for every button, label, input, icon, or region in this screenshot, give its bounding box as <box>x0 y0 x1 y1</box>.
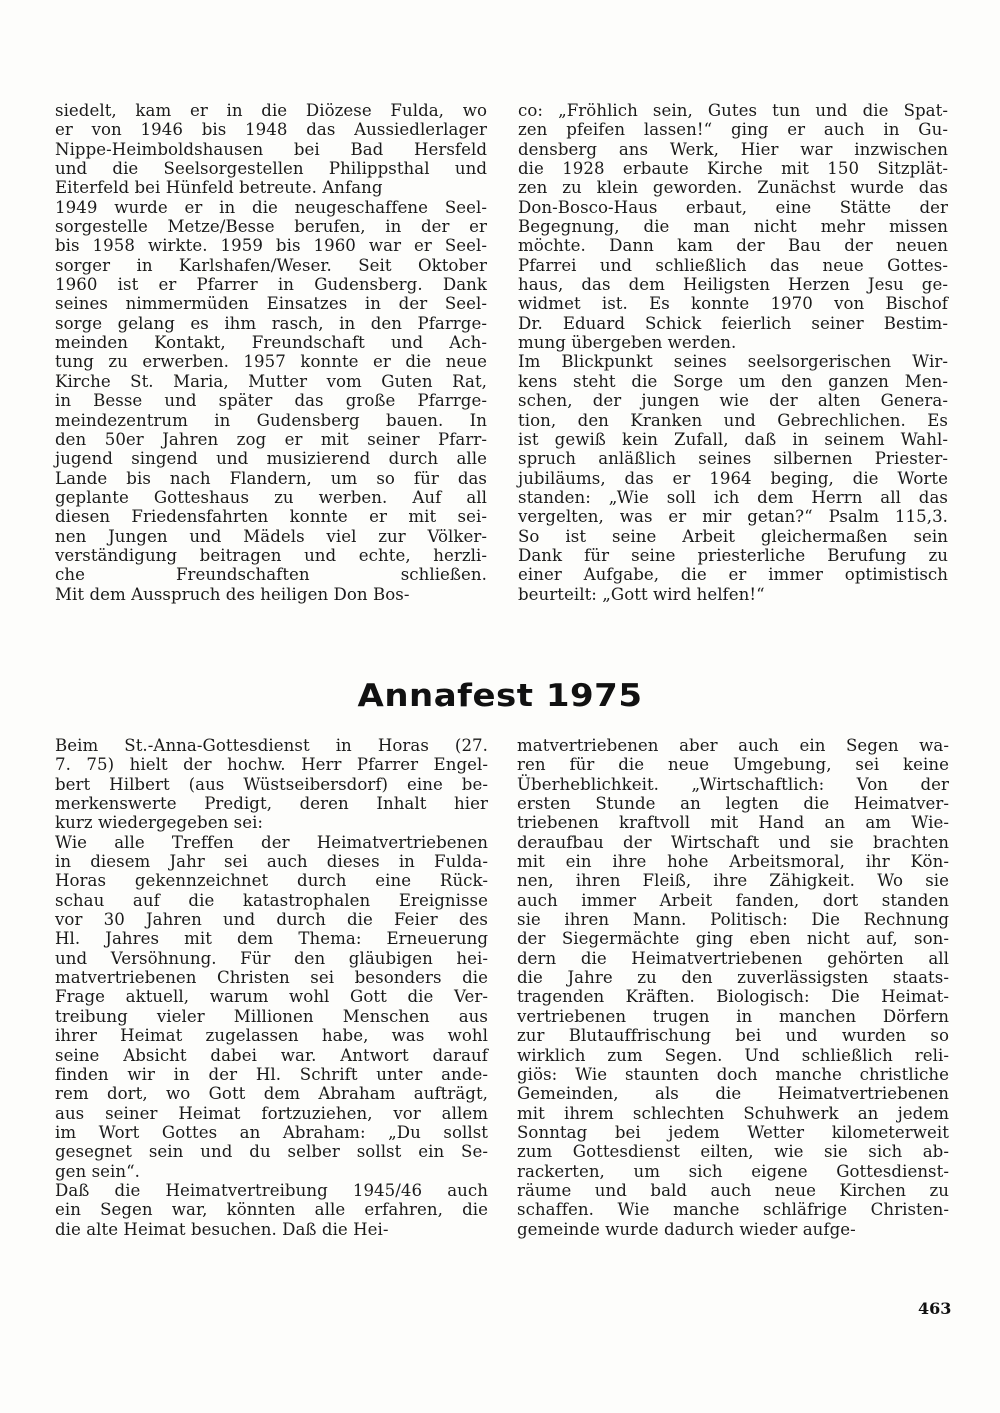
text-line: meinden Kontakt, Freundschaft und Ach- <box>55 333 487 353</box>
text-line: schaffen. Wie manche schläfrige Christen- <box>517 1200 949 1220</box>
text-line: wirklich zum Segen. Und schließlich reli- <box>517 1045 949 1065</box>
text-line: der Siegermächte ging eben nicht auf, son- <box>517 929 949 949</box>
text-line: sie ihren Mann. Politisch: Die Rechnung <box>517 910 949 930</box>
text-line: Eiterfeld bei Hünfeld betreute. Anfang <box>55 178 383 198</box>
text-line: mit ein ihre hohe Arbeitsmoral, ihr Kön- <box>517 852 949 872</box>
text-line: und die Seelsorgestellen Philippsthal und <box>55 159 487 179</box>
text-line: meindezentrum in Gudensberg bauen. In <box>55 410 487 430</box>
text-line: zum Gottesdienst eilten, wie sie sich ab- <box>517 1142 949 1162</box>
text-line: Dank für seine priesterliche Berufung zu <box>518 545 948 565</box>
text-line: Hl. Jahres mit dem Thema: Erneuerung <box>55 929 488 949</box>
page-number: 463 <box>918 1299 952 1318</box>
text-line: rackerten, um sich eigene Gottesdienst- <box>517 1161 949 1181</box>
text-line: 1949 wurde er in die neugeschaffene Seel- <box>55 197 487 217</box>
text-line: ersten Stunde an legten die Heimatver- <box>517 794 949 814</box>
text-line: schau auf die katastrophalen Ereignisse <box>55 890 488 910</box>
text-line: diesen Friedensfahrten konnte er mit sei- <box>55 507 487 527</box>
text-line: sorger in Karlshafen/Weser. Seit Oktober <box>55 255 487 275</box>
text-line: Horas gekennzeichnet durch eine Rück- <box>55 871 488 891</box>
text-line: jubiläums, das er 1964 beging, die Worte <box>518 468 948 488</box>
continued-article-right-column <box>518 101 948 604</box>
text-line: triebenen kraftvoll mit Hand an am Wie- <box>517 813 949 833</box>
article-right-column <box>517 736 949 1239</box>
text-line: standen: „Wie soll ich dem Herrn all das <box>518 487 948 507</box>
text-line: Frage aktuell, warum wohl Gott die Ver- <box>55 987 488 1007</box>
text-line: merkenswerte Predigt, deren Inhalt hier <box>55 794 488 814</box>
text-line: tion, den Kranken und Gebrechlichen. Es <box>518 410 948 430</box>
text-line: matvertriebenen Christen sei besonders die <box>55 968 488 988</box>
text-line: ihrer Heimat zugelassen habe, was wohl <box>55 1026 488 1046</box>
text-line: kurz wiedergegeben sei: <box>55 813 264 833</box>
text-line: treibung vieler Millionen Menschen aus <box>55 1006 488 1026</box>
text-line: in diesem Jahr sei auch dieses in Fulda- <box>55 852 488 872</box>
text-line: seine Absicht dabei war. Antwort darauf <box>55 1045 488 1065</box>
text-line: räume und bald auch neue Kirchen zu <box>517 1180 949 1200</box>
text-line: die alte Heimat besuchen. Daß die Hei- <box>55 1219 389 1239</box>
text-line: verständigung beitragen und echte, herzli- <box>55 545 487 565</box>
article-heading: Annafest 1975 <box>357 677 643 715</box>
text-line: tragenden Kräften. Biologisch: Die Heimat- <box>517 987 949 1007</box>
text-line: im Wort Gottes an Abraham: „Du sollst <box>55 1122 488 1142</box>
text-line: rem dort, wo Gott dem Abraham aufträgt, <box>55 1084 488 1104</box>
text-line: Kirche St. Maria, Mutter vom Guten Rat, <box>55 371 487 391</box>
text-line: und Versöhnung. Für den gläubigen hei- <box>55 948 488 968</box>
text-line: zen pfeifen lassen!“ ging er auch in Gu- <box>518 120 948 140</box>
text-line: ein Segen war, könnten alle erfahren, die <box>55 1200 488 1220</box>
text-line: geplante Gotteshaus zu werben. Auf all <box>55 487 487 507</box>
text-line: zur Blutauffrischung bei und wurden so <box>517 1026 949 1046</box>
text-line: vertriebenen trugen in manchen Dörfern <box>517 1006 949 1026</box>
text-line: zen zu klein geworden. Zunächst wurde das <box>518 178 948 198</box>
text-line: in Besse und später das große Pfarrge- <box>55 391 487 411</box>
text-line: Begegnung, die man nicht mehr missen <box>518 217 948 237</box>
text-line: Lande bis nach Flandern, um so für das <box>55 468 487 488</box>
text-line: Wie alle Treffen der Heimatvertriebenen <box>55 832 488 852</box>
text-line: ist gewiß kein Zufall, daß in seinem Wahl- <box>518 429 948 449</box>
text-line: die 1928 erbaute Kirche mit 150 Sitzplät- <box>518 159 948 179</box>
text-line: vor 30 Jahren und durch die Feier des <box>55 910 488 930</box>
text-line: kens steht die Sorge um den ganzen Men- <box>518 371 948 391</box>
text-line: Beim St.-Anna-Gottesdienst in Horas (27. <box>55 736 488 755</box>
text-line: gemeinde wurde dadurch wieder aufge- <box>517 1219 856 1239</box>
text-line: Nippe-Heimboldshausen bei Bad Hersfeld <box>55 139 487 159</box>
text-line: 7. 75) hielt der hochw. Herr Pfarrer Engel- <box>55 755 488 775</box>
text-line: spruch anläßlich seines silbernen Priester- <box>518 449 948 469</box>
text-line: matvertriebenen aber auch ein Segen wa- <box>517 736 949 755</box>
text-line: aus seiner Heimat fortzuziehen, vor allem <box>55 1103 488 1123</box>
text-line: giös: Wie staunten doch manche christliche <box>517 1064 949 1084</box>
text-line: Don-Bosco-Haus erbaut, eine Stätte der <box>518 197 948 217</box>
text-line: Sonntag bei jedem Wetter kilometerweit <box>517 1122 949 1142</box>
text-line: seines nimmermüden Einsatzes in der Seel- <box>55 294 487 314</box>
text-line: schen, der jungen wie der alten Genera- <box>518 391 948 411</box>
text-line: Überheblichkeit. „Wirtschaftlich: Von der <box>517 774 949 794</box>
text-line: tung zu erwerben. 1957 konnte er die neue <box>55 352 487 372</box>
text-line: finden wir in der Hl. Schrift unter ande- <box>55 1064 488 1084</box>
text-line: nen, ihren Fleiß, ihre Zähigkeit. Wo sie <box>517 871 949 891</box>
text-line: bert Hilbert (aus Wüstseibersdorf) eine be- <box>55 774 488 794</box>
text-line: sorgestelle Metze/Besse berufen, in der er <box>55 217 487 237</box>
text-line: sorge gelang es ihm rasch, in den Pfarrge- <box>55 313 487 333</box>
text-line: siedelt, kam er in die Diözese Fulda, wo <box>55 101 487 120</box>
text-line: Gemeinden, als die Heimatvertriebenen <box>517 1084 949 1104</box>
text-line: 1960 ist er Pfarrer in Gudensberg. Dank <box>55 275 487 295</box>
text-line: Im Blickpunkt seines seelsorgerischen Wir- <box>518 352 948 372</box>
text-line: densberg ans Werk, Hier war inzwischen <box>518 139 948 159</box>
text-line: die Jahre zu den zuverlässigsten staats- <box>517 968 949 988</box>
text-line: So ist seine Arbeit gleichermaßen sein <box>518 526 948 546</box>
text-line: beurteilt: „Gott wird helfen!“ <box>518 584 765 604</box>
text-line: bis 1958 wirkte. 1959 bis 1960 war er Seel- <box>55 236 487 256</box>
text-line: che Freundschaften schließen. <box>55 565 487 585</box>
text-line: nen Jungen und Mädels viel zur Völker- <box>55 526 487 546</box>
text-line: jugend singend und musizierend durch alle <box>55 449 487 469</box>
text-line: Daß die Heimatvertreibung 1945/46 auch <box>55 1180 488 1200</box>
text-line: Pfarrei und schließlich das neue Gottes- <box>518 255 948 275</box>
article-left-column <box>55 736 488 1239</box>
text-line: gen sein“. <box>55 1161 140 1181</box>
text-line: deraufbau der Wirtschaft und sie brachten <box>517 832 949 852</box>
text-line: co: „Fröhlich sein, Gutes tun und die Spat- <box>518 101 948 120</box>
text-line: Dr. Eduard Schick feierlich seiner Bestim- <box>518 313 948 333</box>
text-line: er von 1946 bis 1948 das Aussiedlerlager <box>55 120 487 140</box>
text-line: möchte. Dann kam der Bau der neuen <box>518 236 948 256</box>
text-line: mung übergeben werden. <box>518 333 737 353</box>
text-line: vergelten, was er mir getan?“ Psalm 115,3. <box>518 507 948 527</box>
text-line: widmet ist. Es konnte 1970 von Bischof <box>518 294 948 314</box>
text-line: ren für die neue Umgebung, sei keine <box>517 755 949 775</box>
continued-article-left-column <box>55 101 487 604</box>
text-line: gesegnet sein und du selber sollst ein Se- <box>55 1142 488 1162</box>
text-line: haus, das dem Heiligsten Herzen Jesu ge- <box>518 275 948 295</box>
text-line: auch immer Arbeit fanden, dort standen <box>517 890 949 910</box>
text-line: den 50er Jahren zog er mit seiner Pfarr- <box>55 429 487 449</box>
text-line: einer Aufgabe, die er immer optimistisch <box>518 565 948 585</box>
text-line: mit ihrem schlechten Schuhwerk an jedem <box>517 1103 949 1123</box>
text-line: dern die Heimatvertriebenen gehörten all <box>517 948 949 968</box>
text-line: Mit dem Ausspruch des heiligen Don Bos- <box>55 584 410 604</box>
